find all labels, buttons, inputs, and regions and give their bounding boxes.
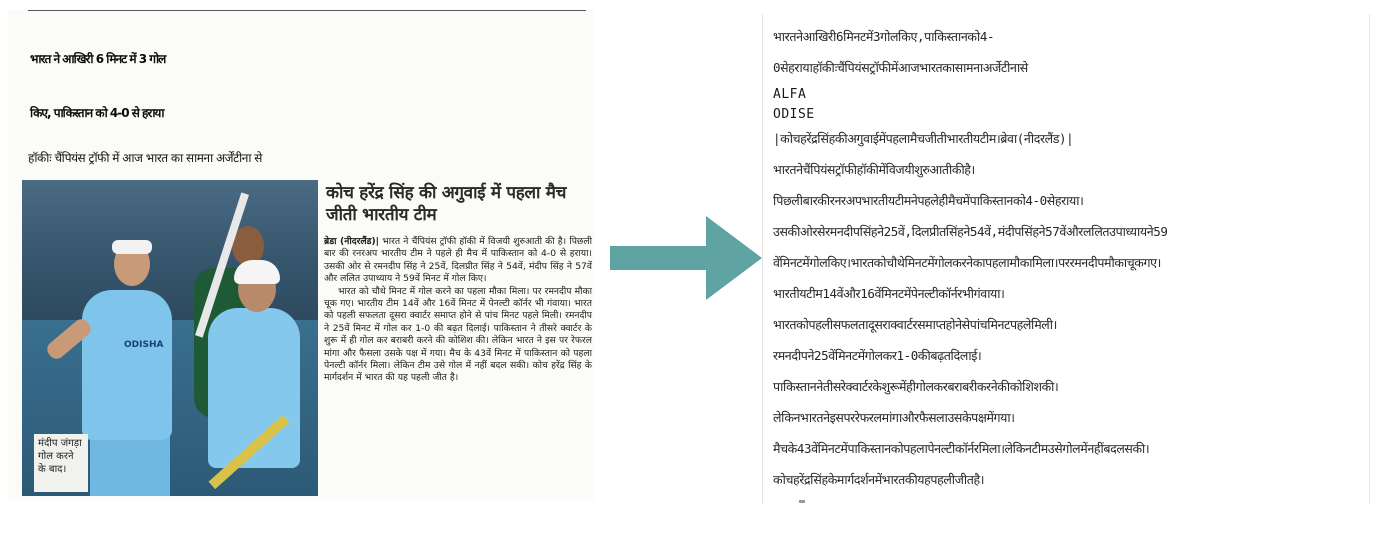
dateline: ब्रेडा (नीदरलैंड)| [324,236,380,247]
paragraph-1 [324,236,592,286]
paragraph-2: भारत को चौथे मिनट में गोल करने का पहला मौका मिला। पर रमनदीप मौका चूक गए। भारतीय टीम 14वें और 16वें मिनट में पेनल्टी कॉर्नर भी गंवाया। भारत को पहली सफलता दूसरा क्वार्टर समाप्त होने से पांच मिनट पहले मिली। रमनदीप ने 25वें मिनट में गोल कर 1-0 की बढ़त दिलाई। पाकिस्तान ने तीसरे क्वार्टर के शुरू में ही गोल कर बराबरी करने की कोशिश की। लेकिन भारत ने इस पर रेफरल मांगा और फैसला उसके पक्ष में गया। मैच के 43वें मिनट में पाकिस्तान को पहला पेनल्टी कॉर्नर मिला। लेकिन टीम उसे गोल में नहीं बदल सकी। कोच हरेंद्र सिंह के मार्गदर्शन में भारत की यह पहली जीत है। [324,285,592,384]
jersey-logo: ODISHA [124,340,164,350]
headline [30,32,590,140]
photo-player-headband [112,240,152,254]
headline-line-1: भारत ने आखिरी 6 मिनट में 3 गोल [30,52,166,66]
photo-teammate-turban [234,260,280,284]
ocr-line: उसकीओरसेरमनदीपसिंहने25वें,दिलप्रीतसिंहने54वें,मंदीपसिंहने57वेंऔरललितउपाध्यायने59 [773,224,1168,239]
newspaper-clipping [8,10,594,500]
ocr-output-panel [762,14,1370,504]
ocr-line: कोचहरेंद्रसिंहकेमार्गदर्शनमेंभारतकीयहपहलीजीतहै। [773,472,985,487]
arrow-right-icon [610,216,762,300]
photo-caption: मंदीप जंगड़ा गोल करने के बाद। [34,434,88,492]
ocr-line: पाकिस्ताननेतीसरेक्वार्टरकेशुरूमेंहीगोलकरबराबरीकरनेकीकोशिशकी। [773,379,1059,394]
ocr-line: भारतनेआखिरी6मिनटमें3गोलकिए,पाकिस्तानको4- [773,29,995,44]
top-rule [28,10,586,11]
ocr-line: ALFA [773,87,807,102]
ocr-line: ODISE [773,107,815,122]
subheadline: कोच हरेंद्र सिंह की अगुवाई में पहला मैच जीती भारतीय टीम [326,183,567,225]
ocr-line: लेकिनभारतनेइसपररेफरलमांगाऔरफैसलाउसकेपक्षमेंगया। [773,410,1015,425]
paragraph-1-text: भारत ने चैंपियंस ट्रॉफी हॉकी में विजयी शुरुआती की है। पिछली बार की रनरअप भारतीय टीम ने पहले ही मैच में पाकिस्तान को 4-0 से हराया। उसकी ओर से रमनदीप सिंह ने 25वें, दिलप्रीत सिंह ने 54वें, मंदीप सिंह ने 57वें और ललित उपाध्याय ने 59वें मिनट में गोल किए। [324,236,592,285]
ocr-line: |कोचहरेंद्रसिंहकीअगुवाईमेंपहलामैचजीतीभारतीयटीम।ब्रेवा(नीदरलैंड)| [773,131,1074,146]
ocr-fragment [799,500,805,503]
hockey-photo [22,180,318,496]
ocr-line: रमनदीपने25वेंमिनटमेंगोलकर1-0कीबढ़तदिलाई। [773,348,982,363]
ocr-line: भारतकोपहलीसफलतादूसराक्वार्टरसमाप्तहोनेसेपांचमिनटपहलेमिली। [773,317,1057,332]
ocr-line: भारतनेचैंपियंसट्रॉफीहॉकीमेंविजयीशुरुआतीकीहै। [773,162,975,177]
ocr-line: पिछलीबारकीरनरअपभारतीयटीमनेपहलेहीमैचमेंपाकिस्तानको4-0सेहराया। [773,193,1084,208]
ocr-line: वेंमिनटमेंगोलकिए।भारतकोचौथेमिनटमेंगोलकरनेकापहलामौकामिला।पररमनदीपमौकाचूकगए। [773,255,1161,270]
arrow-shape [610,216,762,300]
ocr-line: 0सेहरायाहॉकीःचैंपियंसट्रॉफीमेंआजभारतकासामनाअर्जेटीनासे [773,60,1028,75]
headline-line-2: किए, पाकिस्तान को 4-0 से हराया [30,106,164,120]
article-body [324,236,592,385]
photo-player-celebrating [82,290,172,440]
ocr-line: मैचके43वेंमिनटमेंपाकिस्तानकोपहलापेनल्टीकॉर्नरमिला।लेकिनटीमउसेगोलमेंनहींबदलसकी। [773,441,1150,456]
ocr-line: भारतीयटीम14वेंऔर16वेंमिनटमेंपेनल्टीकॉर्नरभीगंवाया। [773,286,1005,301]
kicker: हॉकीः चैंपियंस ट्रॉफी में आज भारत का सामना अर्जेंटीना से [28,151,262,165]
